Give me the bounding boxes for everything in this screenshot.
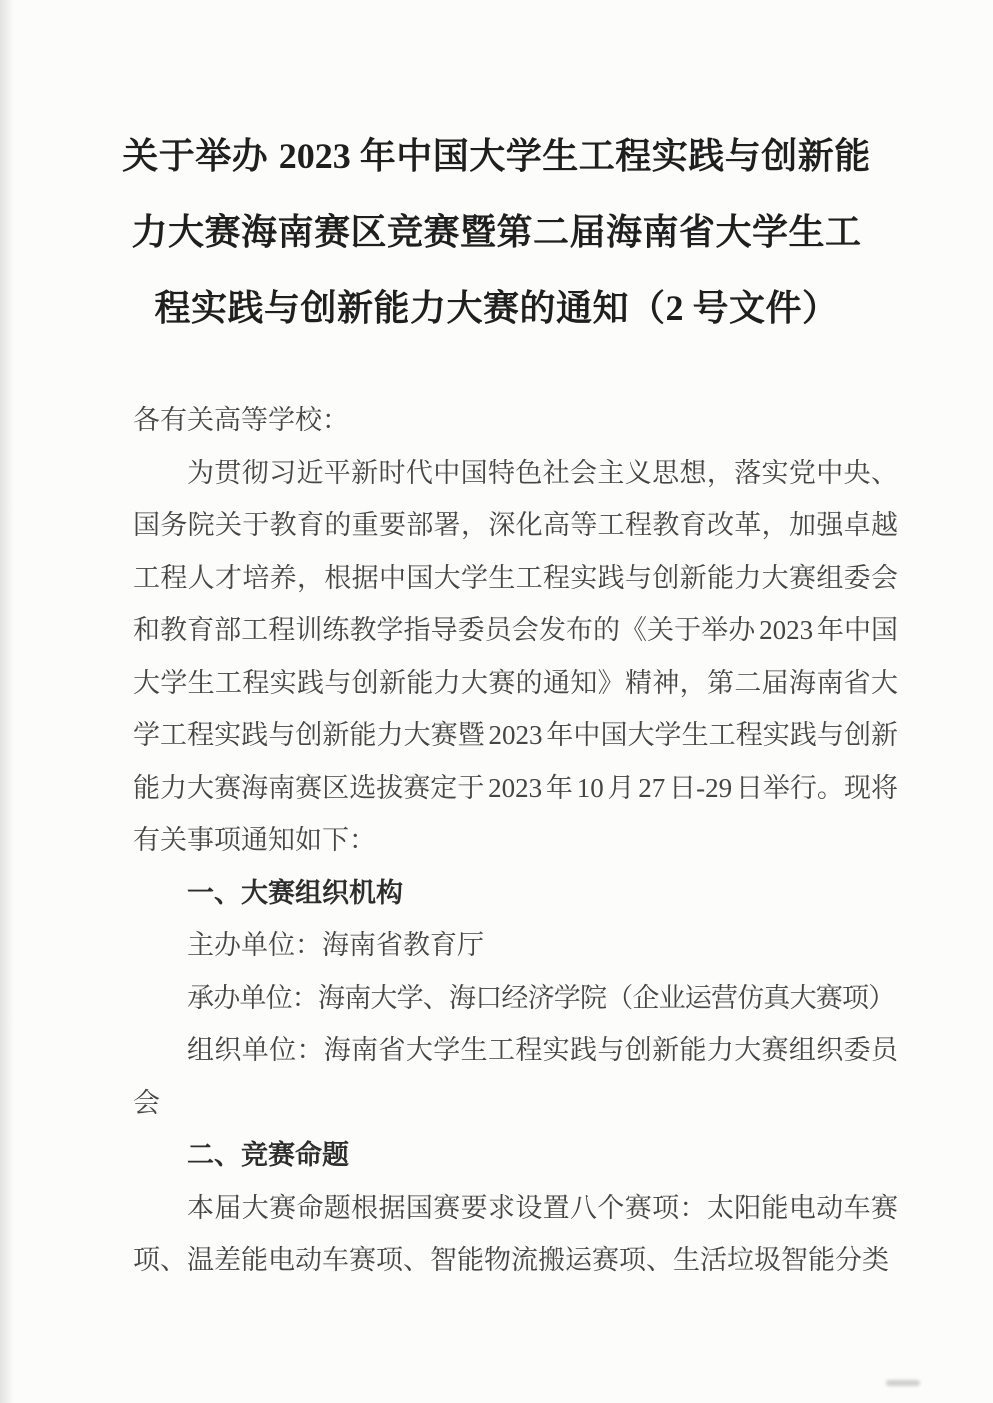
document-body — [133, 394, 898, 1287]
scan-edge-shadow — [0, 0, 14, 1403]
section-1-heading: 一、大赛组织机构 — [187, 877, 403, 908]
undertaking-unit-line: 承办单位：海南大学、海口经济学院（企业运营仿真大赛项） — [187, 982, 895, 1013]
section-2-heading: 二、竞赛命题 — [187, 1140, 349, 1170]
scan-smudge-mark — [886, 1380, 920, 1386]
document-title-line-3: 程实践与创新能力大赛的通知（2 号文件） — [154, 287, 839, 328]
organizing-unit-line: 组织单位：海南省大学生工程实践与创新能力大赛组织委员会 — [133, 1035, 898, 1118]
document-title — [114, 118, 879, 346]
section-2-paragraph: 本届大赛命题根据国赛要求设置八个赛项：太阳能电动车赛项、温差能电动车赛项、智能物流搬运赛项、生活垃圾智能分类 — [133, 1192, 898, 1275]
host-unit-line: 主办单位：海南省教育厅 — [187, 930, 484, 960]
intro-paragraph: 为贯彻习近平新时代中国特色社会主义思想，落实党中央、国务院关于教育的重要部署，深化高等工程教育改革，加强卓越工程人才培养，根据中国大学生工程实践与创新能力大赛组委会和教育部工程训练教学指导委员会发布的《关于举办 2023 年中国大学生工程实践与创新能力大赛的通知》精神，第二届海南省大学工程实践与创新能力大赛暨 2023 年中国大学生工程实践与创新能力大赛海南赛区选拔赛定于 2023 年 10 月 27 日-29 日举行。现将有关事项通知如下： — [133, 457, 898, 855]
document-title-line-2: 力大赛海南赛区竞赛暨第二届海南省大学生工 — [131, 211, 862, 252]
document-title-line-1: 关于举办 2023 年中国大学生工程实践与创新能 — [122, 135, 871, 176]
salutation: 各有关高等学校： — [133, 405, 349, 435]
